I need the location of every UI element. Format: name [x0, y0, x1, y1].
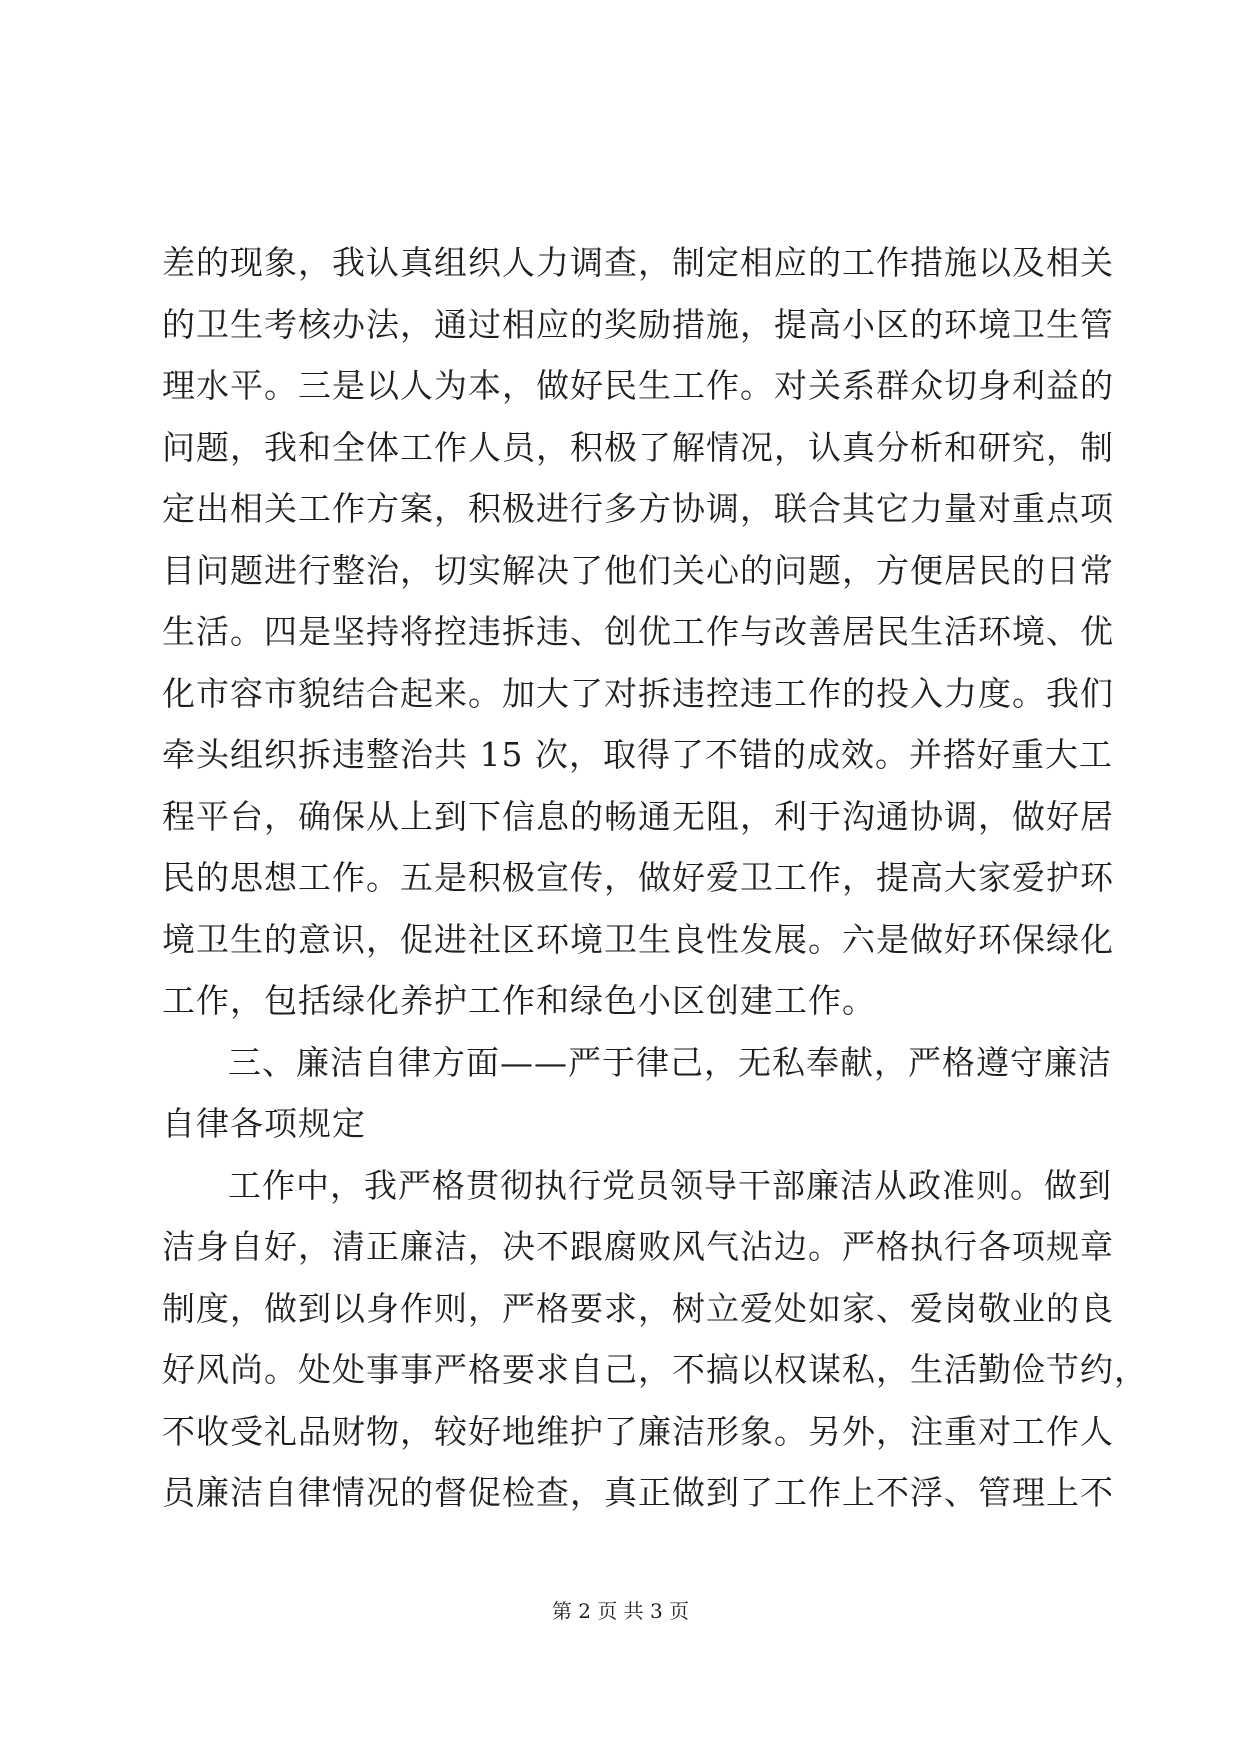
text-line: 民的思想工作。五是积极宣传，做好爱卫工作，提高大家爱护环 [162, 858, 1114, 897]
text-line: 目问题进行整治，切实解决了他们关心的问题，方便居民的日常 [162, 550, 1114, 590]
text-line: 化市容市貌结合起来。加大了对拆违控违工作的投入力度。我们 [162, 673, 1114, 713]
text-line: 三、廉洁自律方面——严于律己，无私奉献，严格遵守廉洁 [228, 1042, 1112, 1082]
text-line: 生活。四是坚持将控违拆违、创优工作与改善居民生活环境、优 [162, 612, 1114, 651]
text-line: 好风尚。处处事事严格要求自己，不搞以权谋私，生活勤俭节约， [162, 1350, 1148, 1389]
body-text [162, 232, 1148, 1524]
text-line: 问题，我和全体工作人员，积极了解情况，认真分析和研究，制 [162, 427, 1114, 467]
text-line: 自律各项规定 [162, 1104, 366, 1143]
text-line: 程平台，确保从上到下信息的畅通无阻，利于沟通协调，做好居 [162, 796, 1114, 836]
page-footer: 第 2 页 共 3 页 [551, 1599, 690, 1623]
text-line: 工作中，我严格贯彻执行党员领导干部廉洁从政准则。做到 [228, 1165, 1112, 1205]
text-line: 洁身自好，清正廉洁，决不跟腐败风气沾边。严格执行各项规章 [162, 1227, 1114, 1266]
text-line: 的卫生考核办法，通过相应的奖励措施，提高小区的环境卫生管 [162, 304, 1114, 344]
text-line: 境卫生的意识，促进社区环境卫生良性发展。六是做好环保绿化 [162, 919, 1114, 959]
text-line: 牵头组织拆违整治共 15 次，取得了不错的成效。并搭好重大工 [162, 735, 1113, 774]
text-line: 员廉洁自律情况的督促检查，真正做到了工作上不浮、管理上不 [162, 1473, 1114, 1512]
text-line: 差的现象，我认真组织人力调查，制定相应的工作措施以及相关 [162, 243, 1114, 282]
text-line: 定出相关工作方案，积极进行多方协调，联合其它力量对重点项 [162, 489, 1114, 528]
text-line: 理水平。三是以人为本，做好民生工作。对关系群众切身利益的 [162, 366, 1114, 405]
text-line: 不收受礼品财物，较好地维护了廉洁形象。另外，注重对工作人 [162, 1411, 1114, 1451]
text-line: 制度，做到以身作则，严格要求，树立爱处如家、爱岗敬业的良 [162, 1288, 1114, 1328]
text-line: 工作，包括绿化养护工作和绿色小区创建工作。 [162, 981, 876, 1020]
